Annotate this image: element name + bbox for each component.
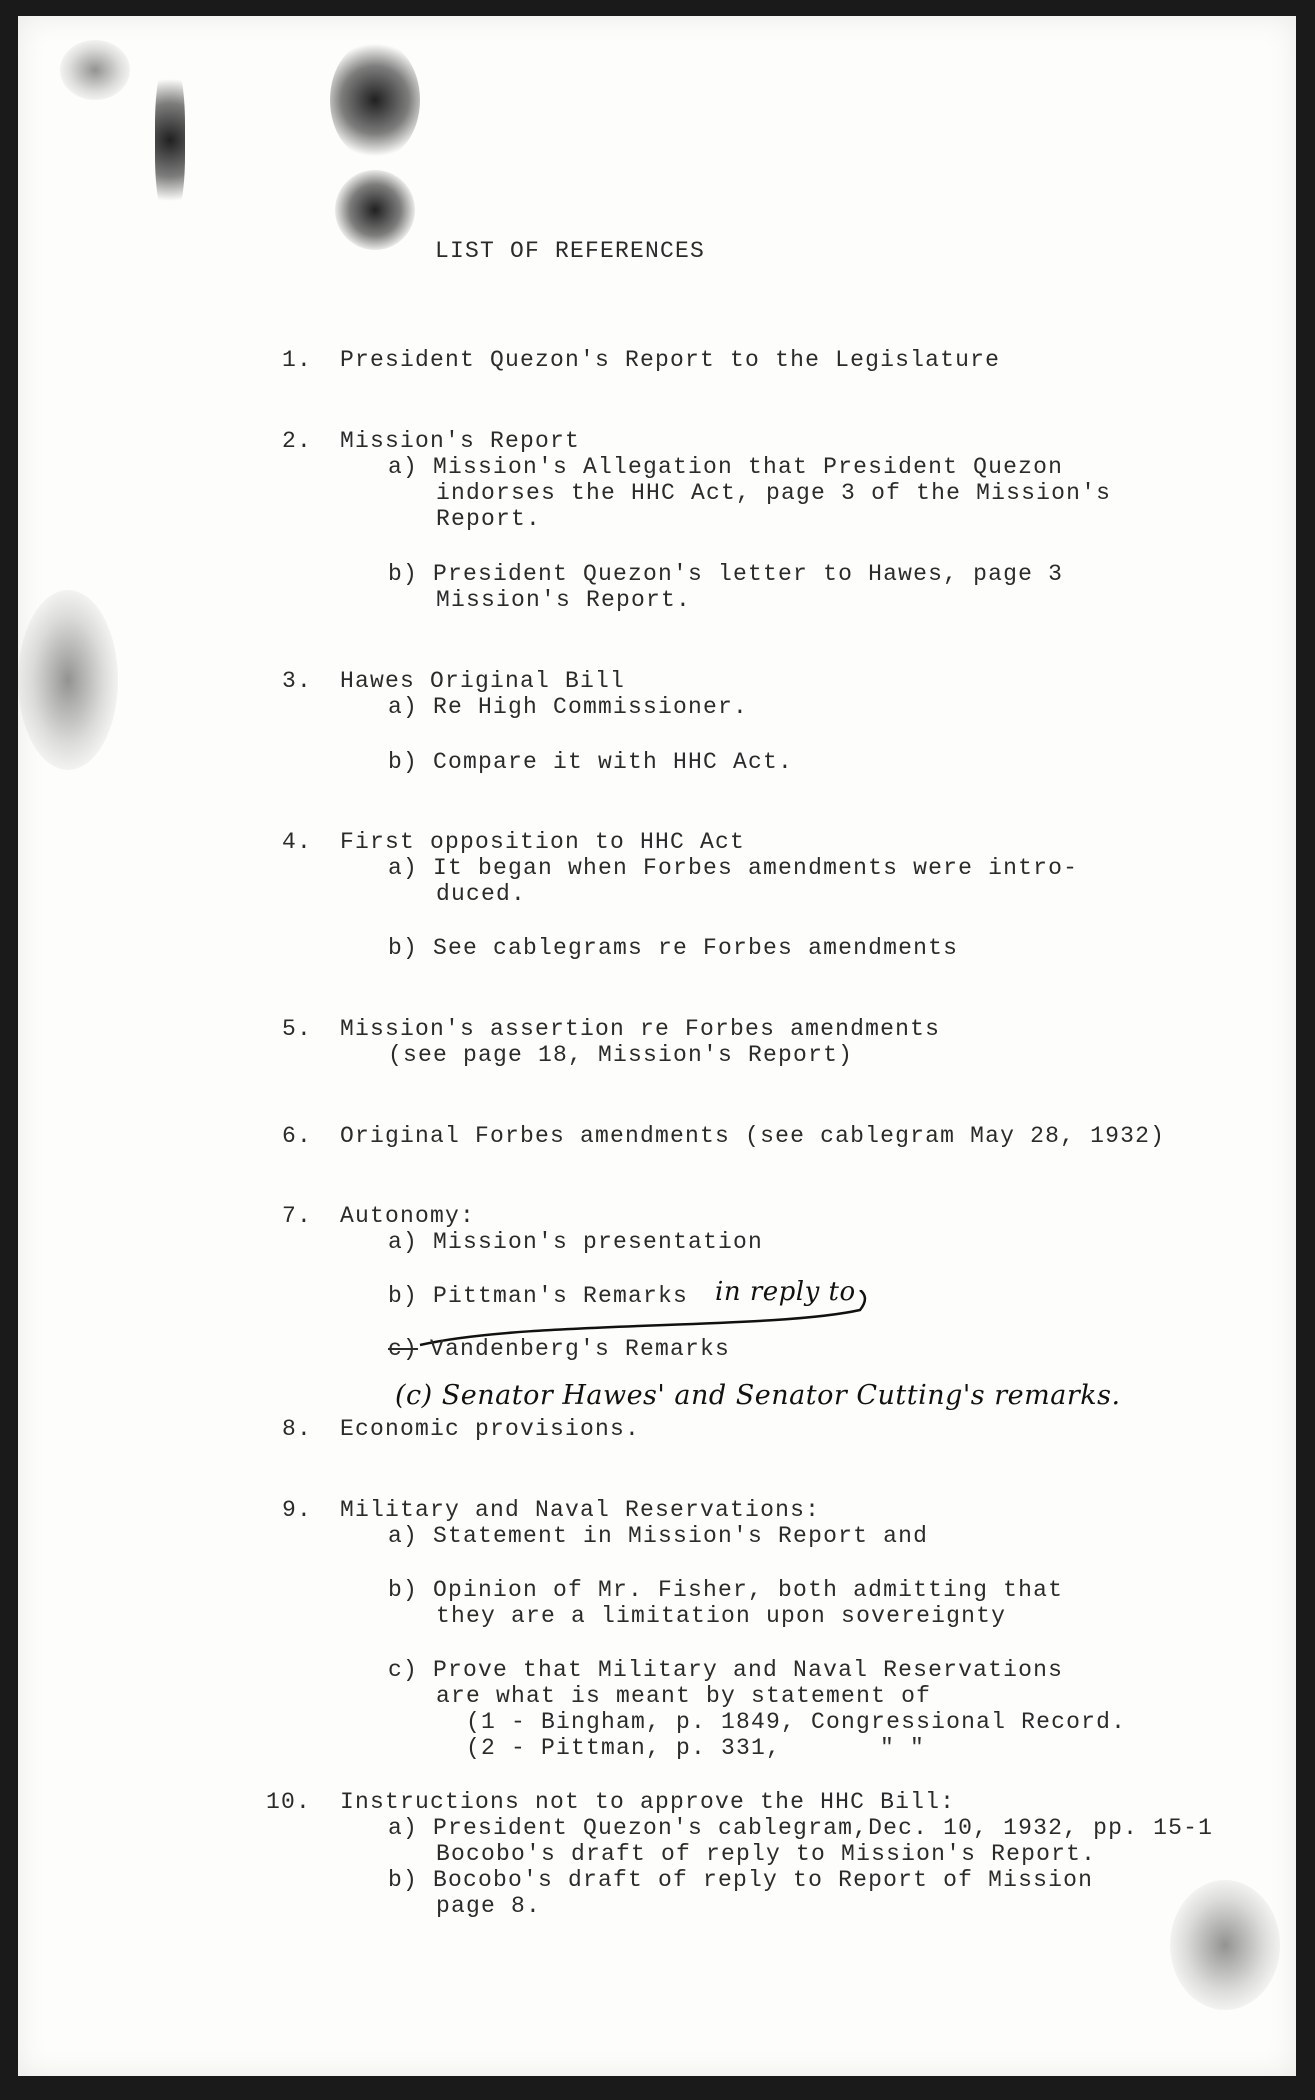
item-number: 4. bbox=[282, 829, 313, 855]
item-number: 1. bbox=[282, 347, 313, 373]
subitem-text: (2 - Pittman, p. 331, bbox=[466, 1735, 782, 1761]
subitem-text: a) Mission's Allegation that President Quezon bbox=[388, 454, 1064, 480]
item-text: Original Forbes amendments (see cablegram May 28, 1932) bbox=[340, 1123, 1166, 1149]
item-number: 10. bbox=[266, 1789, 312, 1815]
subitem-text: Vandenberg's Remarks bbox=[430, 1336, 731, 1362]
item-number: 9. bbox=[282, 1497, 313, 1523]
subitem-text: are what is meant by statement of bbox=[436, 1683, 932, 1709]
item-text: Mission's Report bbox=[340, 428, 581, 454]
subitem-text: b) Compare it with HHC Act. bbox=[388, 749, 794, 775]
struck-label: c) bbox=[388, 1336, 419, 1362]
subitem-text: they are a limitation upon sovereignty bbox=[436, 1603, 1007, 1629]
page-title: LIST OF REFERENCES bbox=[435, 238, 706, 264]
subitem-text: a) Re High Commissioner. bbox=[388, 694, 749, 720]
subitem-text: b) Pittman's Remarks bbox=[388, 1283, 689, 1309]
item-number: 6. bbox=[282, 1123, 313, 1149]
subitem-text: a) President Quezon's cablegram,Dec. 10, 1932, pp. 15-1 bbox=[388, 1815, 1214, 1841]
handwritten-note: (c) Senator Hawes' and Senator Cutting's remarks. bbox=[395, 1380, 1121, 1411]
handwritten-note: in reply to bbox=[715, 1277, 856, 1307]
subitem-text: a) Mission's presentation bbox=[388, 1229, 764, 1255]
item-text-line: (see page 18, Mission's Report) bbox=[388, 1042, 854, 1068]
item-number: 2. bbox=[282, 428, 313, 454]
subitem-text: b) Opinion of Mr. Fisher, both admitting that bbox=[388, 1577, 1064, 1603]
subitem-text: page 8. bbox=[436, 1893, 542, 1919]
item-text: President Quezon's Report to the Legislature bbox=[340, 347, 1001, 373]
subitem-text: a) Statement in Mission's Report and bbox=[388, 1523, 929, 1549]
subitem-text: (1 - Bingham, p. 1849, Congressional Record. bbox=[466, 1709, 1127, 1735]
item-text: Mission's assertion re Forbes amendments bbox=[340, 1016, 941, 1042]
item-number: 5. bbox=[282, 1016, 313, 1042]
subitem-text: b) Bocobo's draft of reply to Report of Mission bbox=[388, 1867, 1094, 1893]
item-text: First opposition to HHC Act bbox=[340, 829, 746, 855]
item-text: Autonomy: bbox=[340, 1203, 476, 1229]
subitem-text: b) See cablegrams re Forbes amendments bbox=[388, 935, 959, 961]
subitem-text: Report. bbox=[436, 506, 542, 532]
item-number: 3. bbox=[282, 668, 313, 694]
subitem-text: indorses the HHC Act, page 3 of the Mission's bbox=[436, 480, 1112, 506]
subitem-text: Bocobo's draft of reply to Mission's Report. bbox=[436, 1841, 1097, 1867]
item-text: Hawes Original Bill bbox=[340, 668, 626, 694]
subitem-text: b) President Quezon's letter to Hawes, page 3 bbox=[388, 561, 1064, 587]
item-text: Instructions not to approve the HHC Bill: bbox=[340, 1789, 956, 1815]
subitem-text: Mission's Report. bbox=[436, 587, 692, 613]
subitem-text: a) It began when Forbes amendments were intro- bbox=[388, 855, 1079, 881]
ditto-marks: " " bbox=[880, 1735, 926, 1761]
subitem-text: duced. bbox=[436, 881, 527, 907]
item-number: 7. bbox=[282, 1203, 313, 1229]
item-text: Military and Naval Reservations: bbox=[340, 1497, 821, 1523]
item-number: 8. bbox=[282, 1416, 313, 1442]
item-text: Economic provisions. bbox=[340, 1416, 641, 1442]
subitem-text: c) Prove that Military and Naval Reservations bbox=[388, 1657, 1064, 1683]
